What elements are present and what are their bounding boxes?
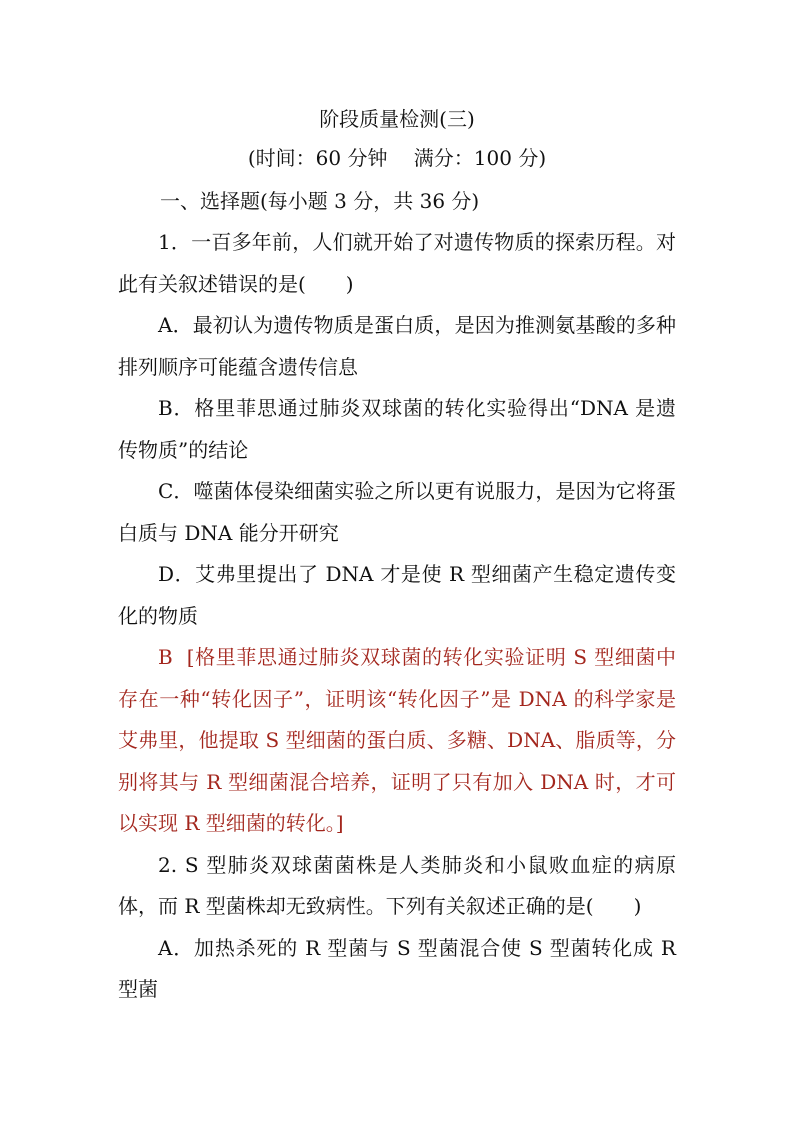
exam-info: (时间：60 分钟 满分：100 分) [247, 146, 547, 170]
section-heading: 一、选择题(每小题 3 分，共 36 分) [160, 189, 480, 213]
question-2-stem: 2. S 型肺炎双球菌菌株是人类肺炎和小鼠败血症的病原体，而 R 型菌株却无致病性。下列有关叙述正确的是( ) [118, 852, 676, 918]
question-1-option-d: D．艾弗里提出了 DNA 才是使 R 型细菌产生稳定遗传变化的物质 [118, 562, 676, 628]
question-1-stem: 1．一百多年前，人们就开始了对遗传物质的探索历程。对此有关叙述错误的是( ) [118, 230, 676, 296]
question-1-option-a: A．最初认为遗传物质是蛋白质，是因为推测氨基酸的多种排列顺序可能蕴含遗传信息 [118, 313, 676, 379]
question-2-option-a: A．加热杀死的 R 型菌与 S 型菌混合使 S 型菌转化成 R 型菌 [118, 935, 676, 1001]
document-content [118, 100, 676, 1011]
answer-letter: B [158, 645, 173, 669]
answer-explanation: [格里菲思通过肺炎双球菌的转化实验证明 S 型细菌中存在一种“转化因子”，证明该“转化因子”是 DNA 的科学家是艾弗里，他提取 S 型细菌的蛋白质、多糖、DNA、脂质等，分别将其与 R 型细菌混合培养，证明了只有加入 DNA 时，才可以实现 R 型细菌的转化。] [118, 645, 676, 835]
question-1-option-c: C．噬菌体侵染细菌实验之所以更有说服力，是因为它将蛋白质与 DNA 能分开研究 [118, 479, 676, 545]
question-1-option-b: B．格里菲思通过肺炎双球菌的转化实验得出“DNA 是遗传物质”的结论 [118, 396, 676, 462]
question-1-answer [118, 637, 676, 845]
page-title: 阶段质量检测(三) [319, 107, 475, 131]
